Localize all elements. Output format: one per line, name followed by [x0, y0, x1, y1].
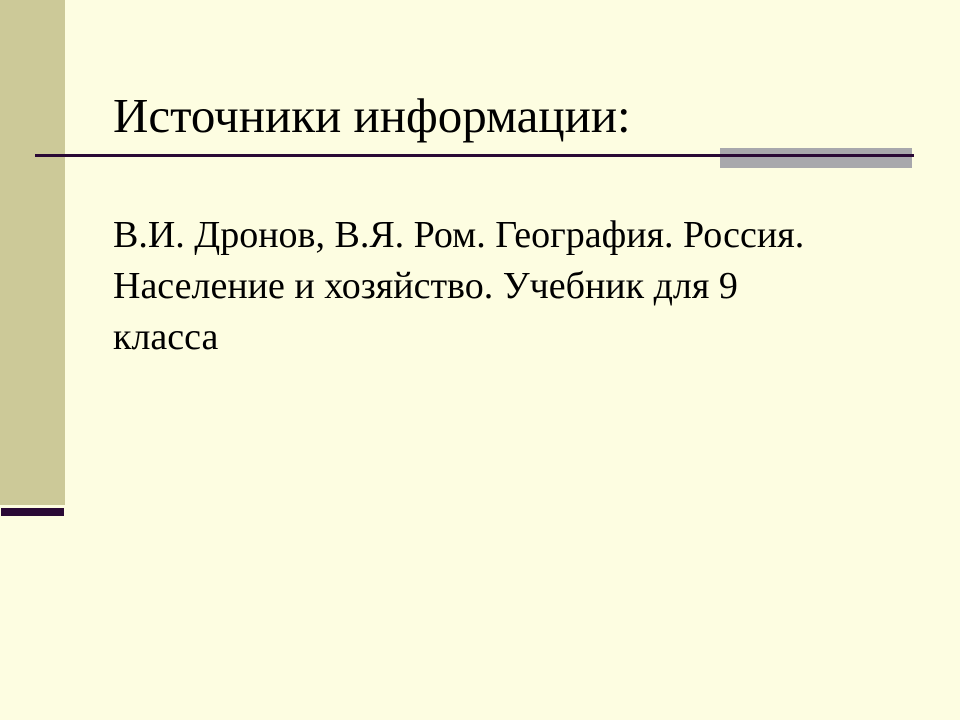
body-line: В.И. Дронов, В.Я. Ром. География. Россия. [113, 214, 805, 256]
left-accent-underline-bar [1, 508, 64, 516]
slide-title: Источники информации: [113, 88, 631, 143]
title-separator-rule [35, 154, 914, 157]
body-line: Население и хозяйство. Учебник для 9 [113, 265, 738, 307]
left-accent-bar [0, 0, 65, 505]
title-accent-gray-bar [720, 148, 912, 168]
slide-body-text [113, 210, 804, 363]
body-line: класса [113, 316, 219, 358]
